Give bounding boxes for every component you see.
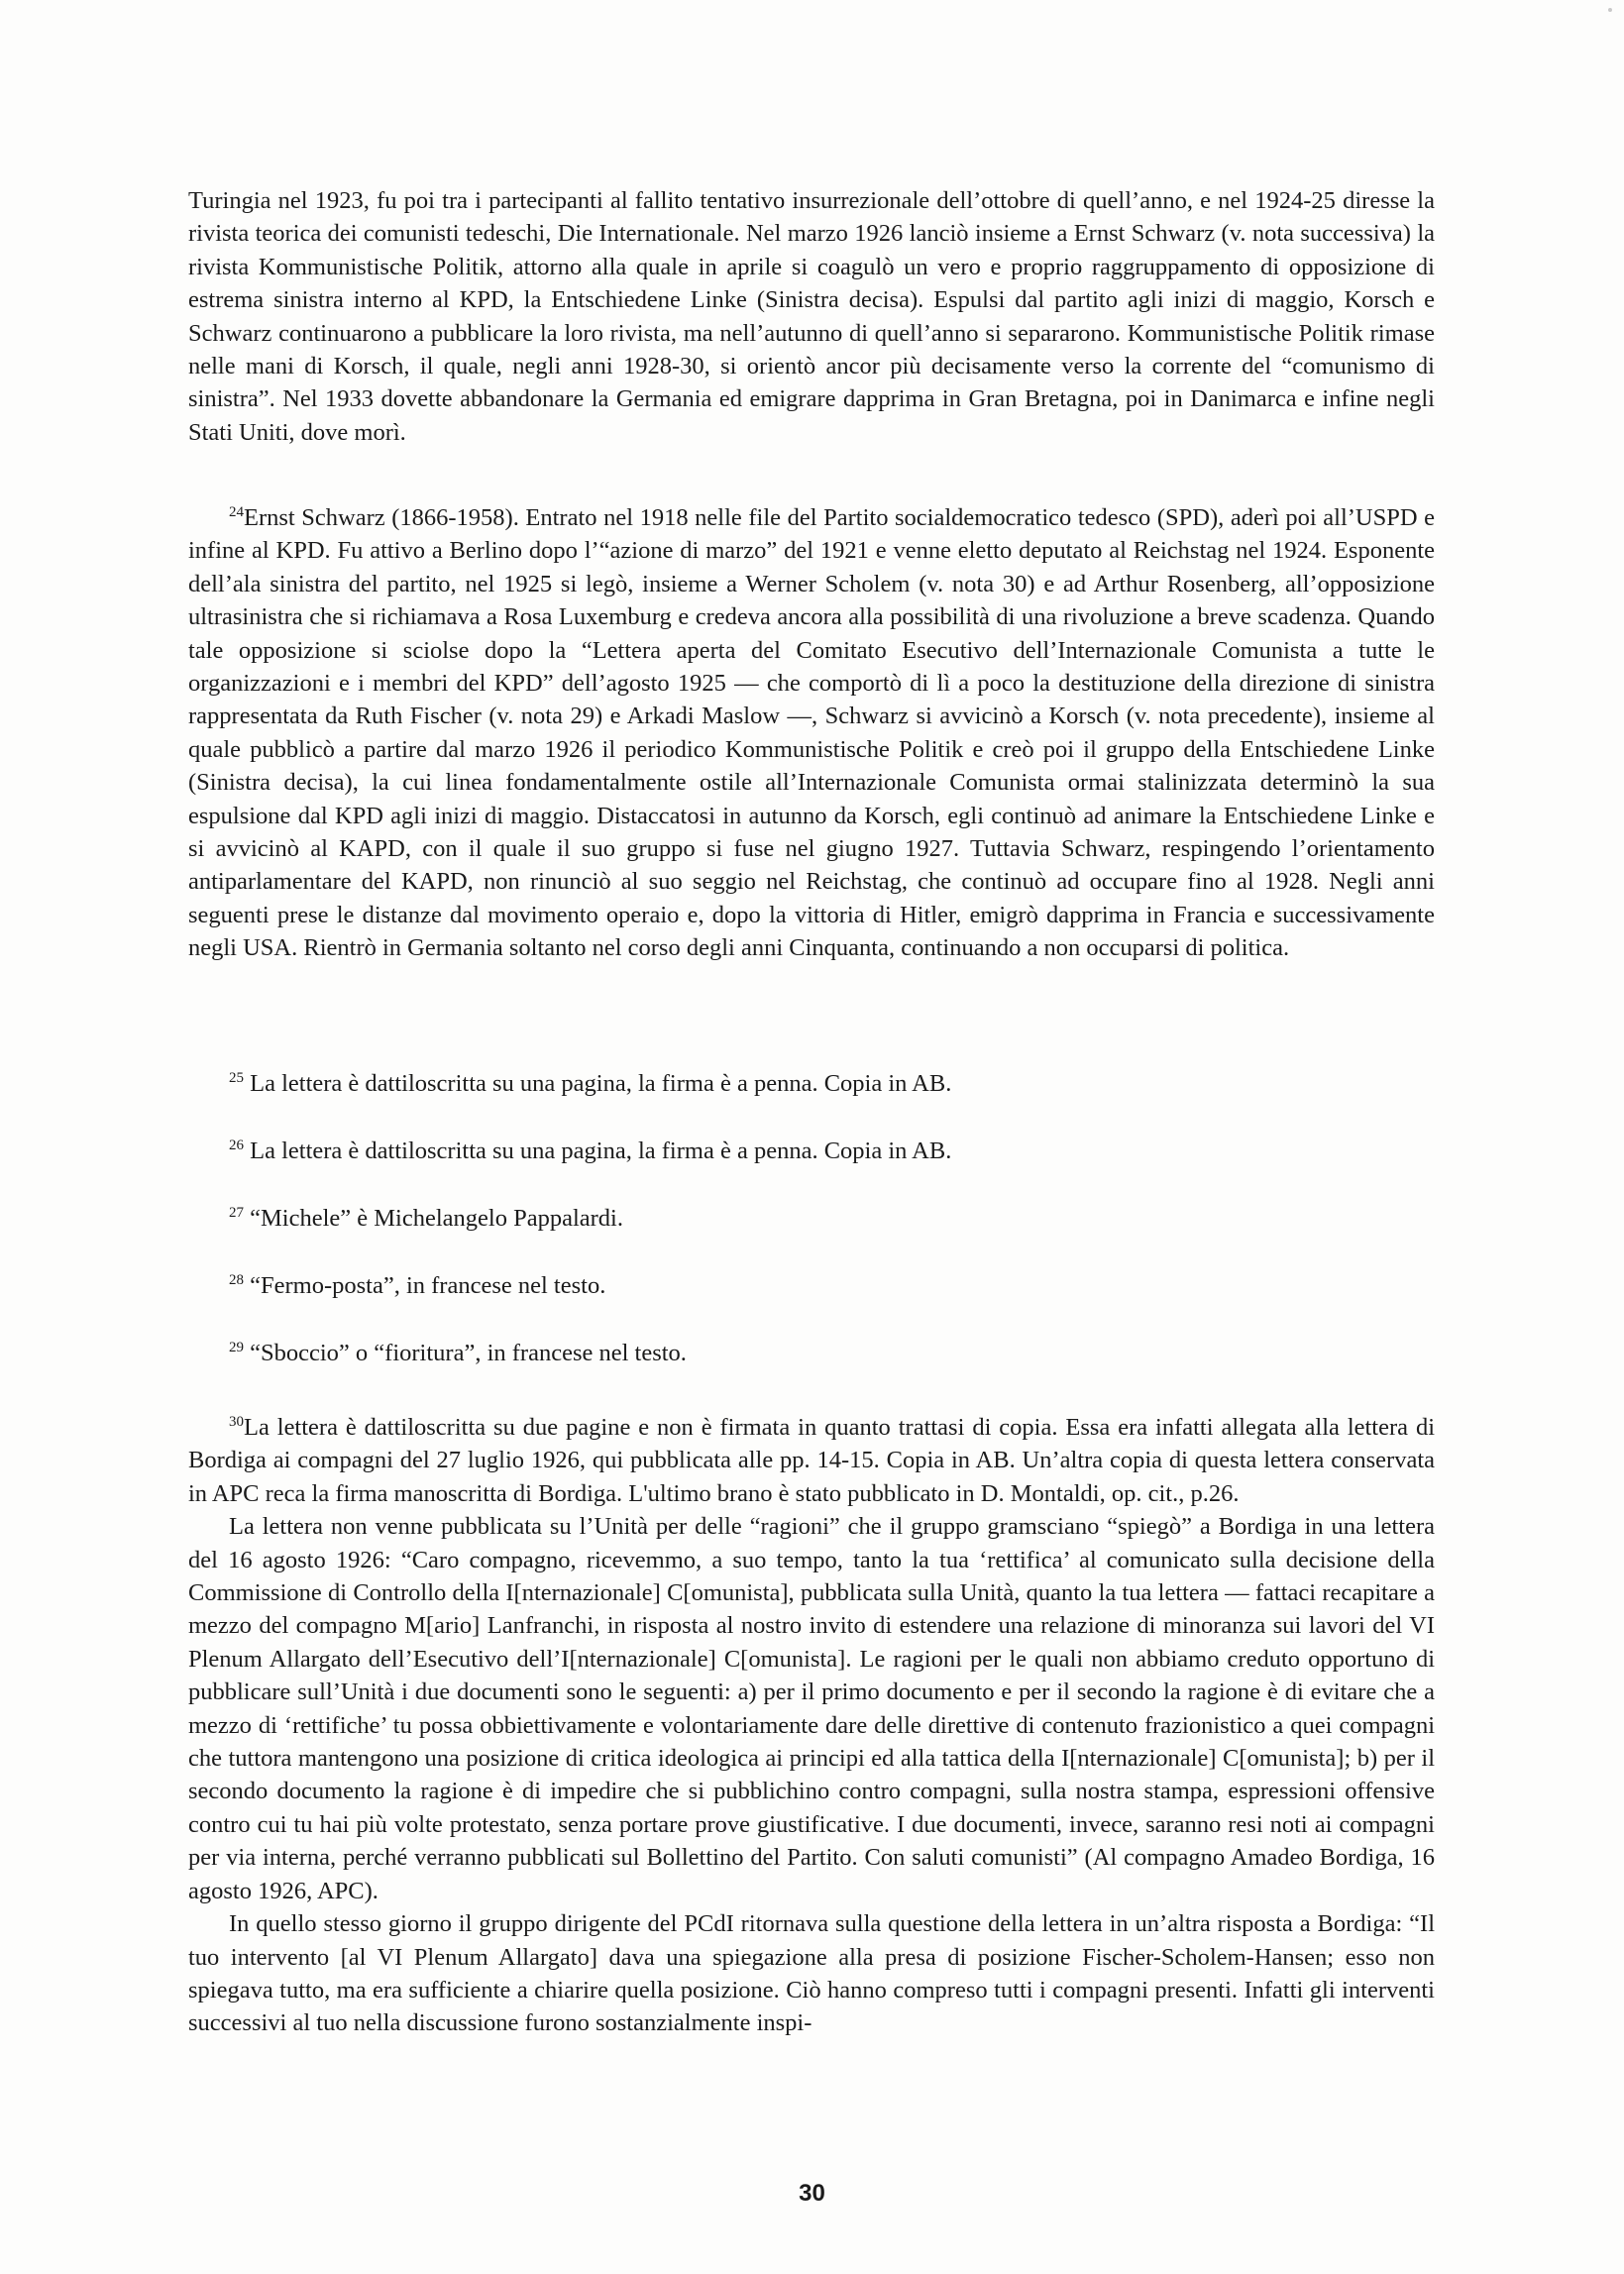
footnote-number: 26 xyxy=(229,1137,244,1153)
footnote-number: 29 xyxy=(229,1340,244,1355)
footnote-number: 30 xyxy=(229,1414,244,1430)
footnote-number: 28 xyxy=(229,1272,244,1288)
footnote-27 xyxy=(229,1205,623,1233)
footnote-26 xyxy=(229,1137,951,1165)
page-number: 30 xyxy=(799,2180,825,2207)
footnote-text: “Michele” è Michelangelo Pappalardi. xyxy=(250,1205,623,1232)
footnote-number: 24 xyxy=(229,504,244,520)
footnote-24 xyxy=(188,501,1435,965)
footnote-29 xyxy=(229,1340,687,1367)
footnote-text: La lettera è dattiloscritta su una pagina, la firma è a penna. Copia in AB. xyxy=(250,1070,952,1097)
footnote-28 xyxy=(229,1272,605,1300)
continuation-paragraph xyxy=(188,184,1435,449)
footnote-30-paragraph-3: In quello stesso giorno il gruppo dirigente del PCdI ritornava sulla questione della lettera in un’altra risposta a Bordiga: “Il tuo intervento [al VI Plenum Allargato] dava una spiegazione alla presa di posizione Fischer-Scholem-Hansen; esso non spiegava tutto, ma era sufficiente a chiarire quella posizione. Ciò hanno compreso tutti i compagni presenti. Infatti gli interventi successivi al tuo nella discussione furono sostanzialmente inspi- xyxy=(188,1910,1435,2037)
korsch-note-continuation: Turingia nel 1923, fu poi tra i partecipanti al fallito tentativo insurrezionale dell’ottobre di quell’anno, e nel 1924-25 diresse la rivista teorica dei comunisti tedeschi, Die Internationale. Nel marzo 1926 lanciò insieme a Ernst Schwarz (v. nota successiva) la rivista Kommunistische Politik, attorno alla quale in aprile si coagulò un vero e proprio raggruppamento di opposizione di estrema sinistra interno al KPD, la Entschiedene Linke (Sinistra decisa). Espulsi dal partito agli inizi di maggio, Korsch e Schwarz continuarono a pubblicare la loro rivista, ma nell’autunno di quell’anno si separarono. Kommunistische Politik rimase nelle mani di Korsch, il quale, negli anni 1928-30, si orientò ancor più decisamente verso la corrente del “comunismo di sinistra”. Nel 1933 dovette abbandonare la Germania ed emigrare dapprima in Gran Bretagna, poi in Danimarca e infine negli Stati Uniti, dove morì. xyxy=(188,187,1435,446)
footnote-text: La lettera è dattiloscritta su due pagine e non è firmata in quanto trattasi di copia. Essa era infatti allegata alla lettera di Bordiga ai compagni del 27 luglio 1926, qui pubblicata alle pp. 14-15. Copia in AB. Un’altra copia di questa lettera conservata in APC reca la firma manoscritta di Bordiga. L'ultimo brano è stato pubblicato in D. Montaldi, op. cit., p.26. xyxy=(188,1414,1435,1507)
footnote-30 xyxy=(188,1411,1435,2040)
footnote-25 xyxy=(229,1070,951,1098)
footnote-text: La lettera è dattiloscritta su una pagina, la firma è a penna. Copia in AB. xyxy=(250,1137,952,1164)
footnote-text: “Sboccio” o “fioritura”, in francese nel testo. xyxy=(250,1340,687,1366)
footnote-number: 25 xyxy=(229,1070,244,1086)
footnote-text: Ernst Schwarz (1866-1958). Entrato nel 1918 nelle file del Partito socialdemocratico tedesco (SPD), aderì poi all’USPD e infine al KPD. Fu attivo a Berlino dopo l’“azione di marzo” del 1921 e venne eletto deputato al Reichstag nel 1924. Esponente dell’ala sinistra del partito, nel 1925 si legò, insieme a Werner Scholem (v. nota 30) e ad Arthur Rosenberg, all’opposizione ultrasinistra che si richiamava a Rosa Luxemburg e credeva ancora alla possibilità di una rivoluzione a breve scadenza. Quando tale opposizione si sciolse dopo la “Lettera aperta del Comitato Esecutivo dell’Internazionale Comunista a tutte le organizzazioni e i membri del KPD” dell’agosto 1925 — che comportò di lì a poco la destituzione della direzione di sinistra rappresentata da Ruth Fischer (v. nota 29) e Arkadi Maslow —, Schwarz si avvicinò a Korsch (v. nota precedente), insieme al quale pubblicò a partire dal marzo 1926 il periodico Kommunistische Politik e creò poi il gruppo della Entschiedene Linke (Sinistra decisa), la cui linea fondamentalmente ostile all’Internazionale Comunista ormai stalinizzata determinò la sua espulsione dal KPD agli inizi di maggio. Distaccatosi in autunno da Korsch, egli continuò ad animare la Entschiedene Linke e si avvicinò al KAPD, con il quale il suo gruppo si fuse nel giugno 1927. Tuttavia Schwarz, respingendo l’orientamento antiparlamentare del KAPD, non rinunciò al suo seggio nel Reichstag, che continuò ad occupare fino al 1928. Negli anni seguenti prese le distanze dal movimento operaio e, dopo la vittoria di Hitler, emigrò dapprima in Francia e successivamente negli USA. Rientrò in Germania soltanto nel corso degli anni Cinquanta, continuando a non occuparsi di politica. xyxy=(188,504,1435,962)
footnote-30-paragraph-2: La lettera non venne pubblicata su l’Unità per delle “ragioni” che il gruppo gramsciano “spiegò” a Bordiga in una lettera del 16 agosto 1926: “Caro compagno, ricevemmo, a suo tempo, tanto la tua ‘rettifica’ al comunicato sulla decisione della Commissione di Controllo della I[nternazionale] C[omunista], pubblicata sulla Unità, quanto la tua lettera — fattaci recapitare a mezzo del compagno M[ario] Lanfranchi, in risposta al nostro invito di estendere una relazione di minoranza sui lavori del VI Plenum Allargato dell’Esecutivo dell’I[nternazionale] C[omunista]. Le ragioni per le quali non abbiamo creduto opportuno di pubblicare sull’Unità i due documenti sono le seguenti: a) per il primo documento e per il secondo la ragione è di evitare che a mezzo di ‘rettifiche’ tu possa obbiettivamente e volontariamente dare delle direttive di contenuto frazionistico a quei compagni che tuttora mantengono una posizione di critica ideologica ai principi ed alla tattica della I[nternazionale] C[omunista]; b) per il secondo documento la ragione è di impedire che si pubblichino contro compagni, sulla nostra stampa, espressioni offensive contro cui tu hai più volte protestato, senza portare prove giustificative. I due documenti, invece, saranno resi noti ai compagni per via interna, perché verranno pubblicati sul Bollettino del Partito. Con saluti comunisti” (Al compagno Amadeo Bordiga, 16 agosto 1926, APC). xyxy=(188,1513,1435,1904)
footnote-number: 27 xyxy=(229,1205,244,1221)
footnote-text: “Fermo-posta”, in francese nel testo. xyxy=(250,1272,606,1299)
scan-speck xyxy=(1608,8,1612,12)
